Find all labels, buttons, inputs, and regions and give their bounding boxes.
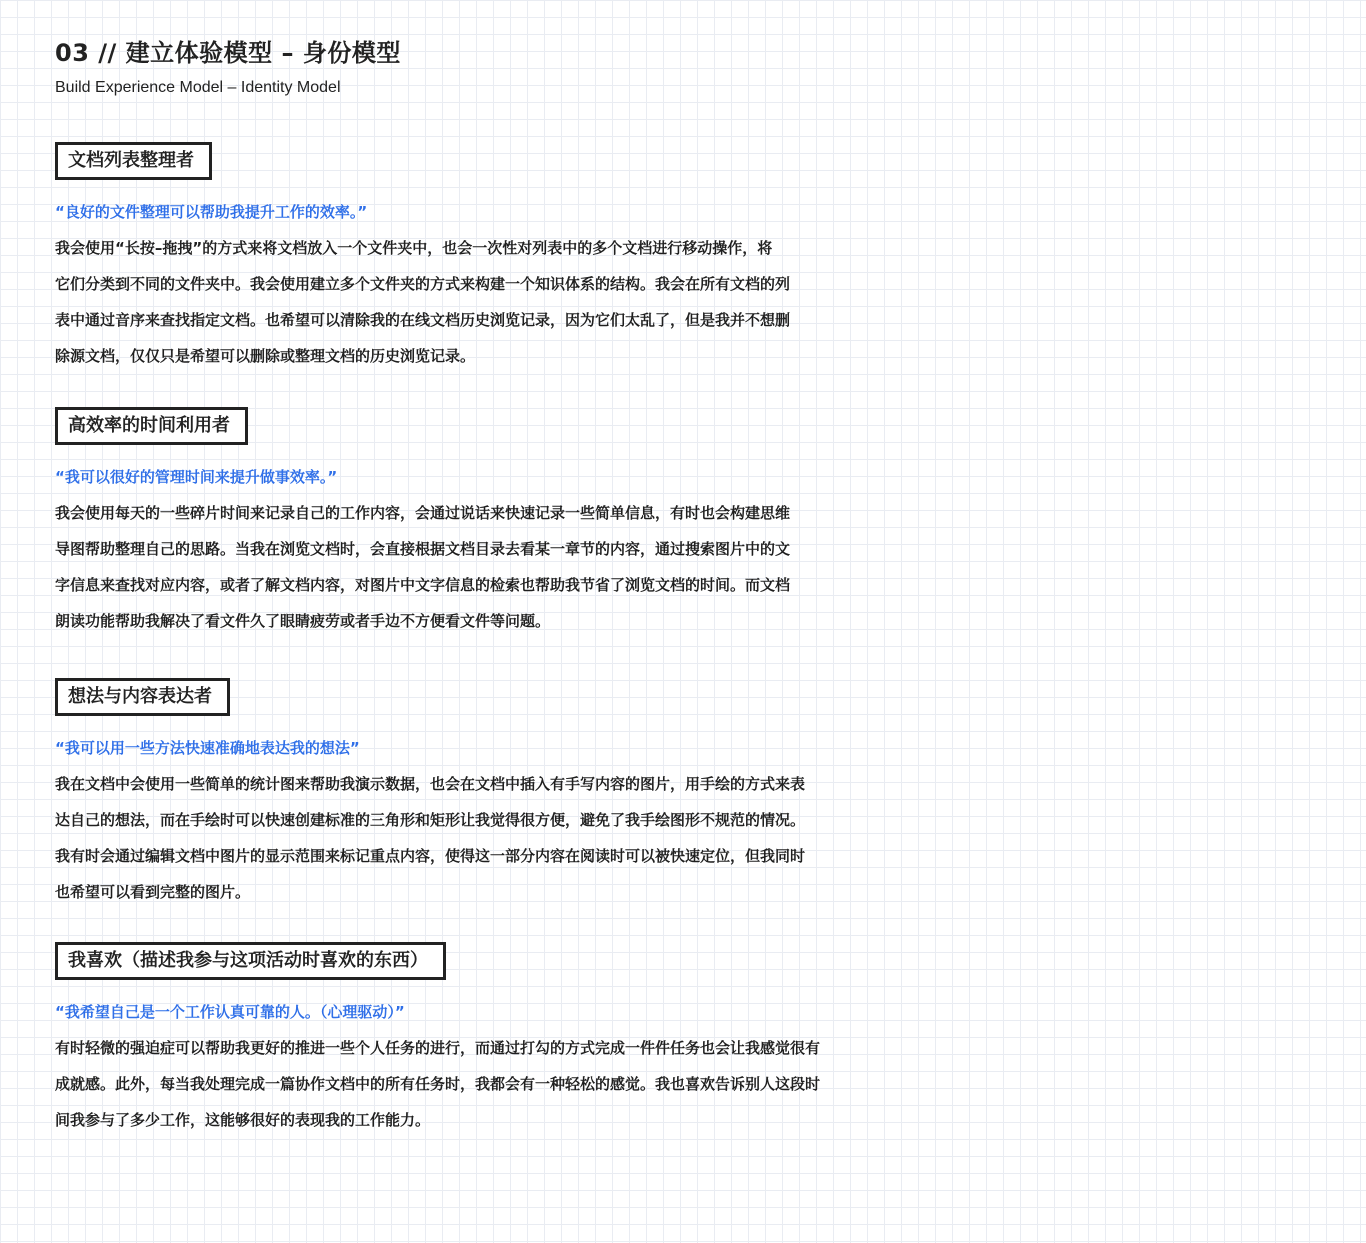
page-subtitle: Build Experience Model – Identity Model [55,79,341,96]
body-line: 有时轻微的强迫症可以帮助我更好的推进一些个人任务的进行，而通过打勾的方式完成一件件任务也会让我感觉很有 [55,1039,821,1057]
body-line: 朗读功能帮助我解决了看文件久了眼睛疲劳或者手边不方便看文件等问题。 [55,612,551,630]
page-header [55,36,401,98]
section-body [55,230,885,374]
body-line: 我在文档中会使用一些简单的统计图来帮助我演示数据，也会在文档中插入有手写内容的图片，用手绘的方式来表 [55,775,806,793]
persona-section-time-user [55,407,885,639]
section-title: 我喜欢（描述我参与这项活动时喜欢的东西） [55,942,446,980]
section-quote: “我可以用一些方法快速准确地表达我的想法” [55,739,360,757]
persona-section-likes [55,942,885,1138]
section-title: 高效率的时间利用者 [55,407,248,445]
persona-section-idea-expresser [55,678,885,910]
body-line: 导图帮助整理自己的思路。当我在浏览文档时，会直接根据文档目录去看某一章节的内容，通过搜索图片中的文 [55,540,791,558]
body-line: 表中通过音序来查找指定文档。也希望可以清除我的在线文档历史浏览记录，因为它们太乱了，但是我并不想删 [55,311,791,329]
section-body [55,495,885,639]
body-line: 我有时会通过编辑文档中图片的显示范围来标记重点内容，使得这一部分内容在阅读时可以被快速定位，但我同时 [55,847,806,865]
body-line: 除源文档，仅仅只是希望可以删除或整理文档的历史浏览记录。 [55,347,476,365]
body-line: 间我参与了多少工作，这能够很好的表现我的工作能力。 [55,1111,431,1129]
body-line: 它们分类到不同的文件夹中。我会使用建立多个文件夹的方式来构建一个知识体系的结构。我会在所有文档的列 [55,275,791,293]
section-quote: “良好的文件整理可以帮助我提升工作的效率。” [55,203,368,221]
section-body [55,766,885,910]
page-title: 03 // 建立体验模型 – 身份模型 [55,39,401,67]
persona-section-document-organizer [55,142,885,374]
section-title: 想法与内容表达者 [55,678,230,716]
section-body [55,1030,885,1138]
body-line: 达自己的想法，而在手绘时可以快速创建标准的三角形和矩形让我觉得很方便，避免了我手绘图形不规范的情况。 [55,811,806,829]
section-quote: “我希望自己是一个工作认真可靠的人。（心理驱动）” [55,1003,405,1021]
body-line: 字信息来查找对应内容，或者了解文档内容，对图片中文字信息的检索也帮助我节省了浏览文档的时间。而文档 [55,576,791,594]
body-line: 成就感。此外，每当我处理完成一篇协作文档中的所有任务时，我都会有一种轻松的感觉。我也喜欢告诉别人这段时 [55,1075,821,1093]
section-quote: “我可以很好的管理时间来提升做事效率。” [55,468,338,486]
section-title: 文档列表整理者 [55,142,212,180]
body-line: 我会使用每天的一些碎片时间来记录自己的工作内容，会通过说话来快速记录一些简单信息，有时也会构建思维 [55,504,791,522]
body-line: 我会使用“长按–拖拽”的方式来将文档放入一个文件夹中，也会一次性对列表中的多个文档进行移动操作，将 [55,239,773,257]
body-line: 也希望可以看到完整的图片。 [55,883,251,901]
